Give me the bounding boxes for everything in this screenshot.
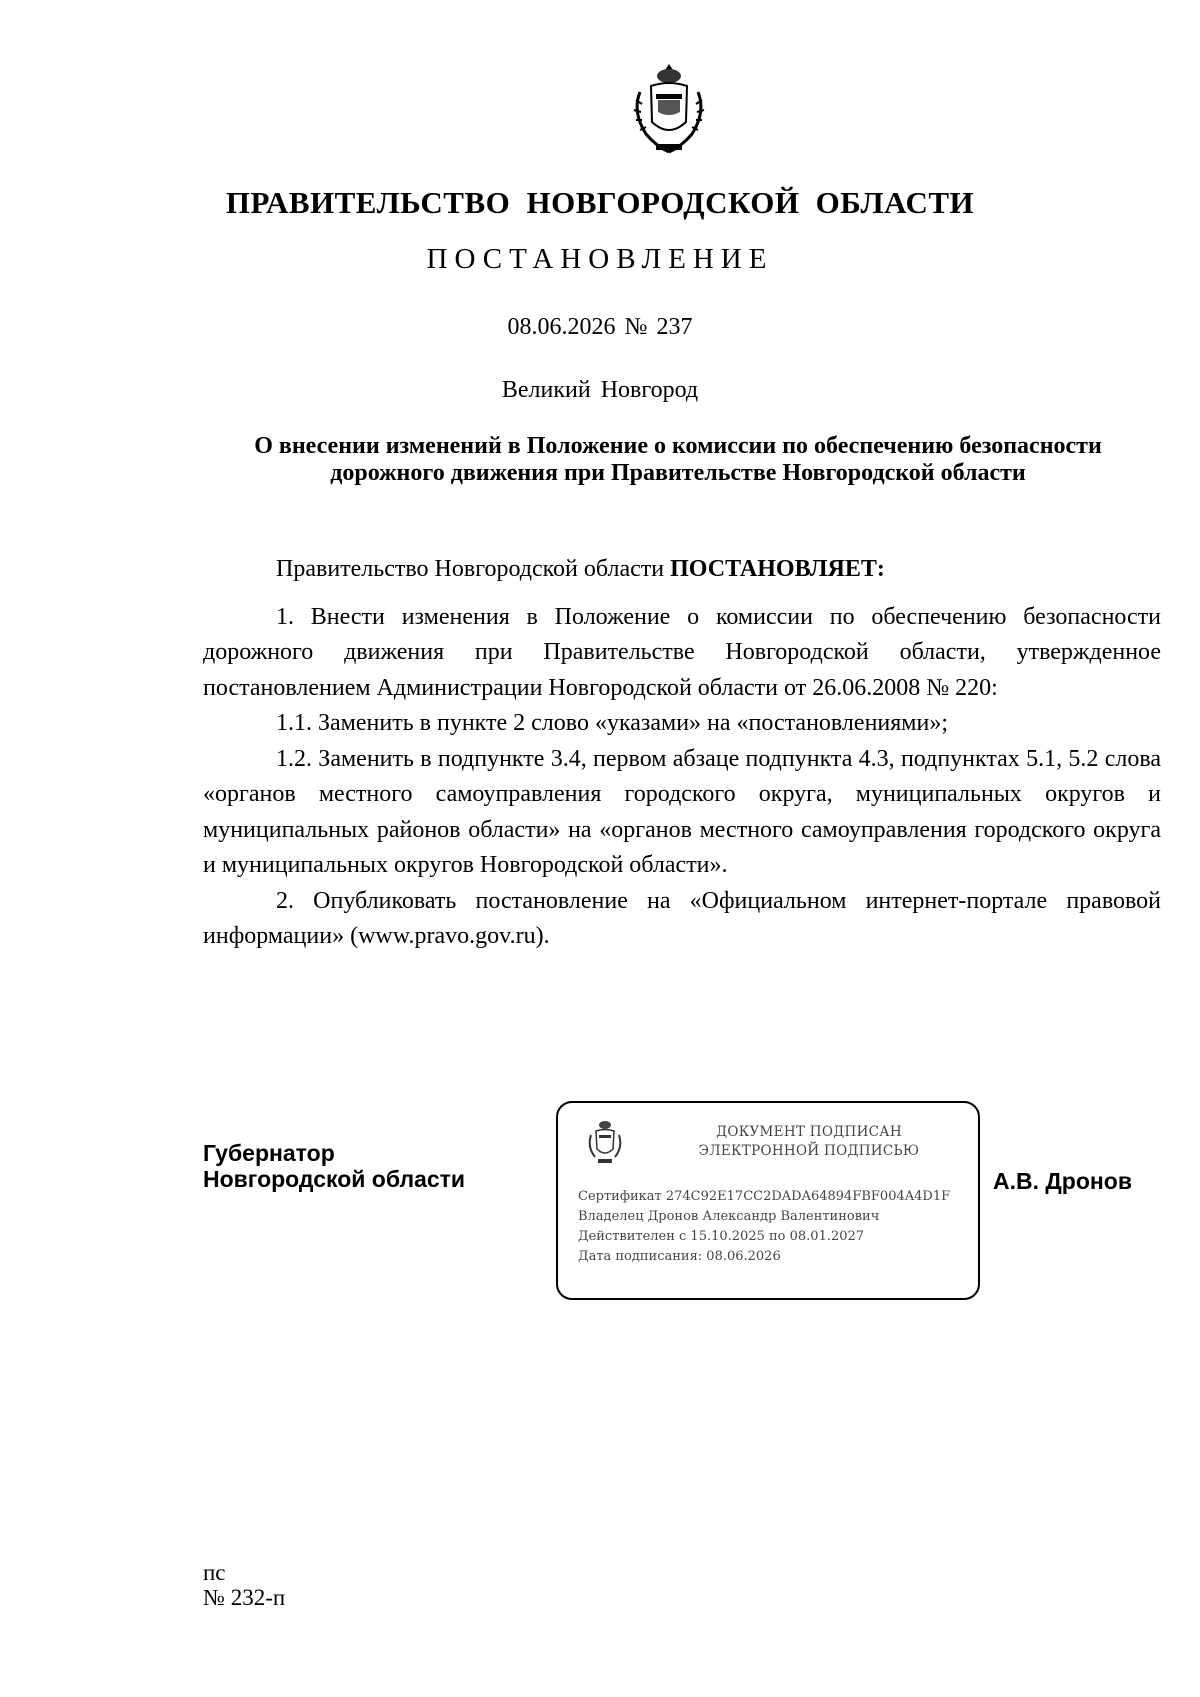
document-body (203, 552, 1161, 955)
stamp-heading-line-1: ДОКУМЕНТ ПОДПИСАН (716, 1124, 902, 1140)
stamp-signed-date: Дата подписания: 08.06.2026 (578, 1249, 781, 1264)
stamp-owner: Владелец Дронов Александр Валентинович (578, 1209, 880, 1224)
document-title (195, 433, 1161, 487)
stamp-heading (644, 1123, 974, 1161)
lead-bold: ПОСТАНОВЛЯЕТ: (670, 556, 885, 582)
signer-name: А.В. Дронов (993, 1168, 1132, 1194)
electronic-signature-stamp (556, 1101, 980, 1300)
document-type: ПОСТАНОВЛЕНИЕ (426, 243, 774, 275)
lead-text: Правительство Новгородской области (276, 556, 671, 582)
registry-footer (203, 1560, 285, 1610)
paragraph-1-1: 1.1. Заменить в пункте 2 слово «указами» на «постановлениями»; (276, 710, 948, 736)
coat-of-arms-icon (626, 60, 712, 160)
stamp-validity: Действителен с 15.10.2025 по 08.01.2027 (578, 1229, 865, 1244)
position-line-2: Новгородской области (203, 1166, 466, 1192)
stamp-details (578, 1187, 950, 1267)
paragraph-1-2: 1.2. Заменить в подпункте 3.4, первом абзаце подпункта 4.3, подпунктах 5.1, 5.2 слова «органов местного самоуправления городского округа, муниципальных округов и муниципальных районов области» на «органов местного самоуправления городского округа и муниципальных округов Новгородской области». (203, 745, 1161, 878)
title-line-2: дорожного движения при Правительстве Новгородской области (330, 460, 1026, 486)
stamp-heading-line-2: ЭЛЕКТРОННОЙ ПОДПИСЬЮ (698, 1143, 920, 1159)
footer-line-2: № 232-п (203, 1585, 286, 1610)
paragraph-2: 2. Опубликовать постановление на «Официальном интернет-портале правовой информации» (www.pravo.gov.ru). (203, 887, 1161, 949)
resolution-lead (203, 552, 1161, 588)
document-date-number: 08.06.2026 № 237 (507, 314, 693, 340)
footer-line-1: пс (203, 1560, 226, 1585)
title-line-1: О внесении изменений в Положение о комиссии по обеспечению безопасности (254, 433, 1102, 459)
signer-position (203, 1140, 465, 1192)
position-line-1: Губернатор (203, 1140, 335, 1166)
document-city: Великий Новгород (501, 377, 699, 403)
organization-name: ПРАВИТЕЛЬСТВО НОВГОРОДСКОЙ ОБЛАСТИ (225, 185, 975, 220)
coat-of-arms-icon (586, 1119, 624, 1165)
stamp-certificate: Сертификат 274C92E17CC2DADA64894FBF004A4D1F (578, 1189, 951, 1204)
paragraph-1: 1. Внести изменения в Положение о комиссии по обеспечению безопасности дорожного движения при Правительстве Новгородской области, утвержденное постановлением Администрации Новгородской области от 26.06.2008 № 220: (203, 603, 1161, 701)
